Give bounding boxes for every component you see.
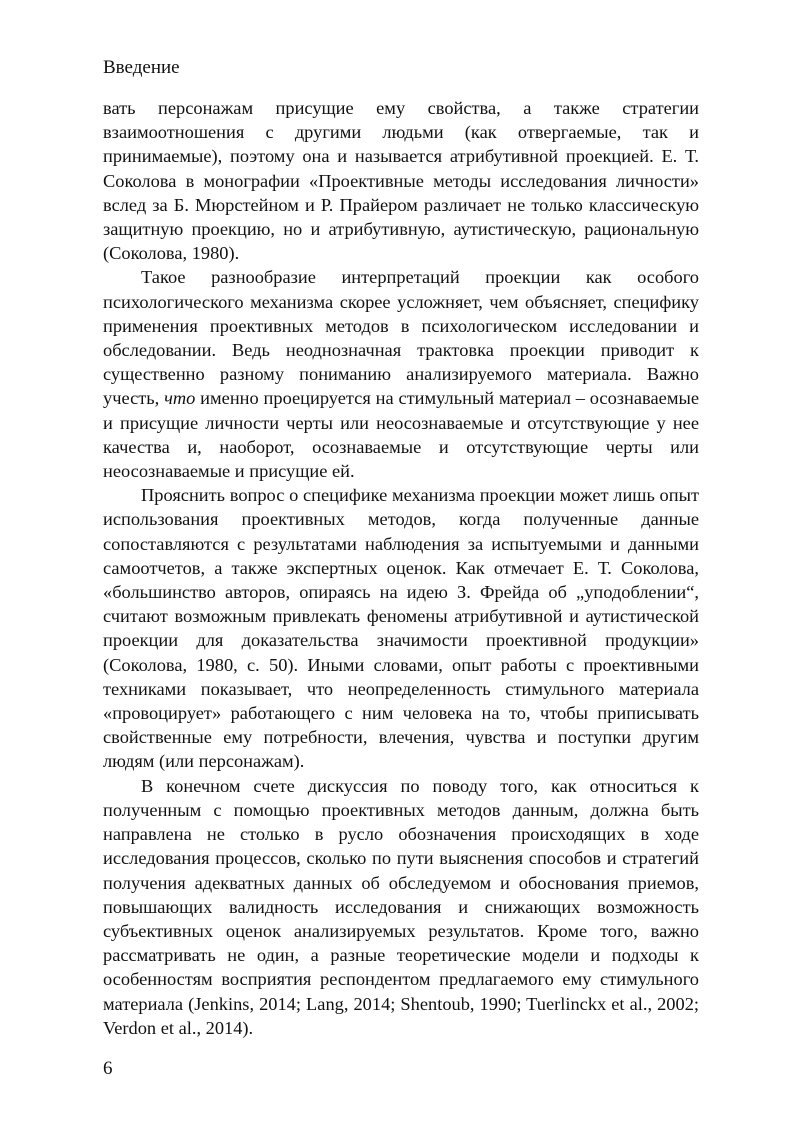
paragraph-1: вать персонажам присущие ему свойства, а также стратегии взаимоотношения с другими людьми (как отвергаемые, так и принимаемые), поэтому она и называется атрибутивной проекцией. Е. Т. Соколова в монографии «Проективные методы исследования личности» вслед за Б. Мюрстейном и Р. Прайером различает не только классическую защитную проекцию, но и атрибутивную, аутистическую, рациональную (Соколова, 1980). <box>103 98 699 264</box>
running-title: Введение <box>103 57 180 78</box>
body-text <box>103 96 699 1040</box>
emphasis-word: что <box>164 388 196 409</box>
paragraph-2 <box>103 265 699 483</box>
paragraph-2-part-2: именно проецируется на стимульный материал – осознаваемые и присущие личности черты или неосознаваемые и отсутствующие у нее качества и, наоборот, осознаваемые и отсутствующие черты или неосознаваемые и присущие ей. <box>103 388 699 482</box>
page-number: 6 <box>103 1058 113 1079</box>
paragraph-3: Прояснить вопрос о специфике механизма проекции может лишь опыт использования проективных методов, когда полученные данные сопоставляются с результатами наблюдения за испытуемыми и данными самоотчетов, а также экспертных оценок. Как отмечает Е. Т. Соколова, «большинство авторов, опираясь на идею З. Фрейда об „уподоблении“, считают возможным привлекать феномены атрибутивной и аутистической проекции для доказательства значимости проективной продукции» (Соколова, 1980, с. 50). Иными словами, опыт работы с проективными техниками показывает, что неопределенность стимульного материала «провоцирует» работающего с ним человека на то, чтобы приписывать свойственные ему потребности, влечения, чувства и поступки другим людям (или персонажам). <box>103 485 699 772</box>
paragraph-2-part-1: Такое разнообразие интерпретаций проекции как особого психологического механизма скорее усложняет, чем объясняет, специфику применения проективных методов в психологическом исследовании и обследовании. Ведь неоднозначная трактовка проекции приводит к существенно разному пониманию анализируемого материала. Важно учесть, <box>103 267 699 409</box>
paragraph-4: В конечном счете дискуссия по поводу того, как относиться к полученным с помощью проективных методов данным, должна быть направлена не столько в русло обозначения происходящих в ходе исследования процессов, сколько по пути выяснения способов и стратегий получения адекватных данных об обследуемом и обоснования приемов, повышающих валидность исследования и снижающих возможность субъективных оценок анализируемых результатов. Кроме того, важно рассматривать не один, а разные теоретические модели и подходы к особенностям восприятия респондентом предлагаемого ему стимульного материала (Jenkins, 2014; Lang, 2014; Shentoub, 1990; Tuerlinckx et al., 2002; Verdon et al., 2014). <box>103 775 699 1038</box>
